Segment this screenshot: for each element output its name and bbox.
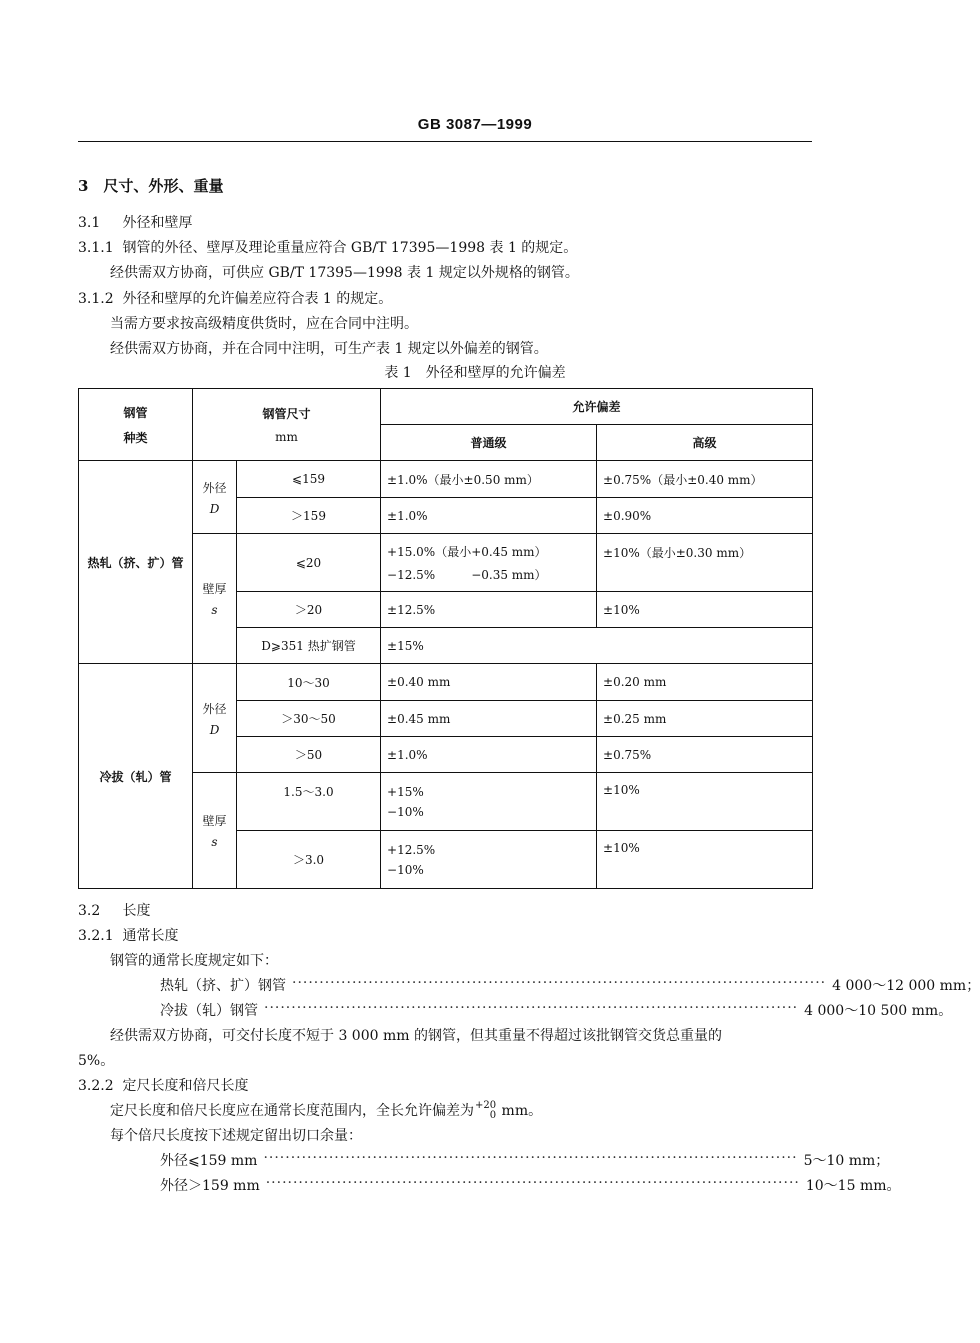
paragraph-text: 每个倍尺长度按下述规定留出切口余量：	[110, 1128, 362, 1144]
allowance-value: 10～15 mm。	[805, 1178, 901, 1194]
od-label	[193, 461, 237, 534]
high-cell: ±0.75%（最小±0.40 mm）	[597, 461, 813, 498]
section-number: 3.1.2	[78, 291, 114, 307]
section-title: 外径和壁厚	[122, 215, 193, 231]
paragraph-text: 经供需双方协商，并在合同中注明，可生产表 1 规定以外偏差的钢管。	[110, 341, 548, 357]
section-number: 3.2.1	[78, 928, 114, 944]
header-text: 种类	[123, 430, 148, 445]
label-text: 外径	[202, 701, 227, 716]
size-cell: ＞50	[237, 737, 381, 773]
section-title: 通常长度	[122, 928, 179, 944]
od-label	[193, 664, 237, 773]
size-cell: ⩽20	[237, 534, 381, 592]
normal-cell: ±1.0%（最小±0.50 mm）	[381, 461, 597, 498]
standard-number: GB 3087—1999	[417, 116, 533, 133]
normal-cell: ±0.40 mm	[381, 664, 597, 701]
header-unit: mm	[275, 430, 298, 444]
tolerance-fraction	[475, 1101, 496, 1121]
label-text: 壁厚	[202, 814, 227, 828]
length-label: 热轧（挤、扩）钢管	[160, 978, 286, 994]
normal-cell	[381, 534, 597, 592]
high-cell: ±0.75%	[597, 737, 813, 773]
section-title: 定尺长度和倍尺长度	[122, 1078, 249, 1094]
leader-dots: ··································································································	[264, 1000, 799, 1016]
paragraph-text: 5%。	[78, 1053, 115, 1069]
allowance-row-1	[160, 1150, 890, 1170]
paragraph-text: 外径和壁厚的允许偏差应符合表 1 的规定。	[122, 291, 393, 307]
paragraph-text: 当需方要求按高级精度供货时，应在合同中注明。	[110, 316, 418, 332]
header-normal-grade: 普通级	[381, 425, 597, 461]
size-cell: D⩾351 热扩钢管	[237, 628, 381, 664]
leader-dots: ··································································································	[292, 975, 827, 991]
tolerance-upper: +12.5%	[387, 842, 436, 857]
paragraph-text: 定尺长度和倍尺长度应在通常长度范围内，全长允许偏差为	[110, 1103, 474, 1119]
section-number: 3.1	[78, 215, 101, 231]
section-3-1-2	[78, 288, 392, 308]
wt-label	[193, 773, 237, 889]
size-cell: 1.5～3.0	[237, 773, 381, 831]
table-row	[79, 664, 813, 701]
size-cell: ＞30～50	[237, 701, 381, 737]
header-rule	[78, 141, 812, 142]
section-3-2-1	[78, 925, 178, 945]
pipe-type-cold: 冷拔（轧）管	[79, 664, 193, 889]
table-row	[79, 461, 813, 498]
section-3-1-1	[78, 237, 577, 257]
size-cell: ＞159	[237, 498, 381, 534]
tolerance-lower: 0	[489, 1110, 497, 1121]
high-cell: ±0.90%	[597, 498, 813, 534]
allowance-row-2	[160, 1175, 901, 1195]
header-pipe-type	[79, 389, 193, 461]
high-cell: ±0.20 mm	[597, 664, 813, 701]
normal-cell: ±12.5%	[381, 592, 597, 628]
symbol-text: D	[209, 501, 220, 516]
length-row-hot	[160, 975, 980, 995]
section-3-1	[78, 212, 192, 232]
header-tolerance: 允许偏差	[381, 389, 813, 425]
header-text: 钢管尺寸	[262, 407, 311, 421]
section-number: 3.1.1	[78, 240, 114, 256]
tolerance-lower: −10%	[387, 862, 424, 877]
size-cell: ＞20	[237, 592, 381, 628]
leader-dots: ··································································································	[265, 1175, 800, 1191]
header-text: 钢管	[123, 405, 148, 420]
allowance-value: 5～10 mm；	[803, 1153, 890, 1169]
wt-label	[193, 534, 237, 664]
table-1-caption: 表 1 外径和壁厚的允许偏差	[384, 365, 566, 381]
label-text: 壁厚	[202, 582, 227, 596]
high-cell: ±0.25 mm	[597, 701, 813, 737]
normal-cell: ±1.0%	[381, 498, 597, 534]
size-cell: ＞3.0	[237, 831, 381, 889]
section-number: 3.2.2	[78, 1078, 114, 1094]
high-cell: ±10%	[597, 831, 813, 889]
paragraph-text: 经供需双方协商，可供应 GB/T 17395—1998 表 1 规定以外规格的钢管。	[110, 265, 579, 281]
section-3-2	[78, 900, 150, 920]
paragraph-text: 钢管的外径、壁厚及理论重量应符合 GB/T 17395—1998 表 1 的规定。	[122, 240, 578, 256]
tolerance-upper: +15.0%（最小+0.45 mm）	[387, 544, 547, 559]
tolerance-upper: +20	[475, 1100, 497, 1111]
section-3-title: 3 尺寸、外形、重量	[78, 177, 224, 195]
tolerance-table	[78, 388, 813, 889]
size-cell: ⩽159	[237, 461, 381, 498]
symbol-text: D	[209, 722, 220, 737]
allowance-label: 外径＞159 mm	[160, 1178, 260, 1194]
symbol-text: s	[211, 835, 218, 849]
length-label: 冷拔（轧）钢管	[160, 1003, 258, 1019]
tolerance-lower: −12.5% −0.35 mm）	[387, 567, 547, 582]
header-pipe-size	[193, 389, 381, 461]
pipe-type-hot: 热轧（挤、扩）管	[79, 461, 193, 664]
allowance-label: 外径⩽159 mm	[160, 1153, 258, 1169]
header-high-grade: 高级	[597, 425, 813, 461]
tolerance-cell: ±15%	[381, 628, 813, 664]
normal-cell: ±1.0%	[381, 737, 597, 773]
paragraph-text	[110, 1100, 542, 1121]
length-value: 4 000～10 500 mm。	[804, 1003, 953, 1019]
label-text: 外径	[202, 480, 227, 495]
leader-dots: ··································································································	[263, 1150, 798, 1166]
tolerance-upper: +15%	[387, 784, 424, 799]
length-row-cold	[160, 1000, 953, 1020]
paragraph-text: 钢管的通常长度规定如下：	[110, 953, 278, 969]
section-number: 3.2	[78, 903, 101, 919]
section-title: 长度	[122, 903, 151, 919]
section-3-2-2	[78, 1075, 248, 1095]
paragraph-text: 经供需双方协商，可交付长度不短于 3 000 mm 的钢管，但其重量不得超过该批钢管交货总重量的	[110, 1028, 722, 1044]
symbol-text: s	[211, 603, 218, 617]
unit-text: mm。	[497, 1103, 543, 1119]
size-cell: 10～30	[237, 664, 381, 701]
tolerance-lower: −10%	[387, 804, 424, 819]
high-cell: ±10%	[597, 773, 813, 831]
normal-cell	[381, 773, 597, 831]
normal-cell	[381, 831, 597, 889]
normal-cell: ±0.45 mm	[381, 701, 597, 737]
high-cell: ±10%（最小±0.30 mm）	[597, 534, 813, 592]
length-value: 4 000～12 000 mm；	[832, 978, 980, 994]
table-header-row	[79, 389, 813, 425]
high-cell: ±10%	[597, 592, 813, 628]
